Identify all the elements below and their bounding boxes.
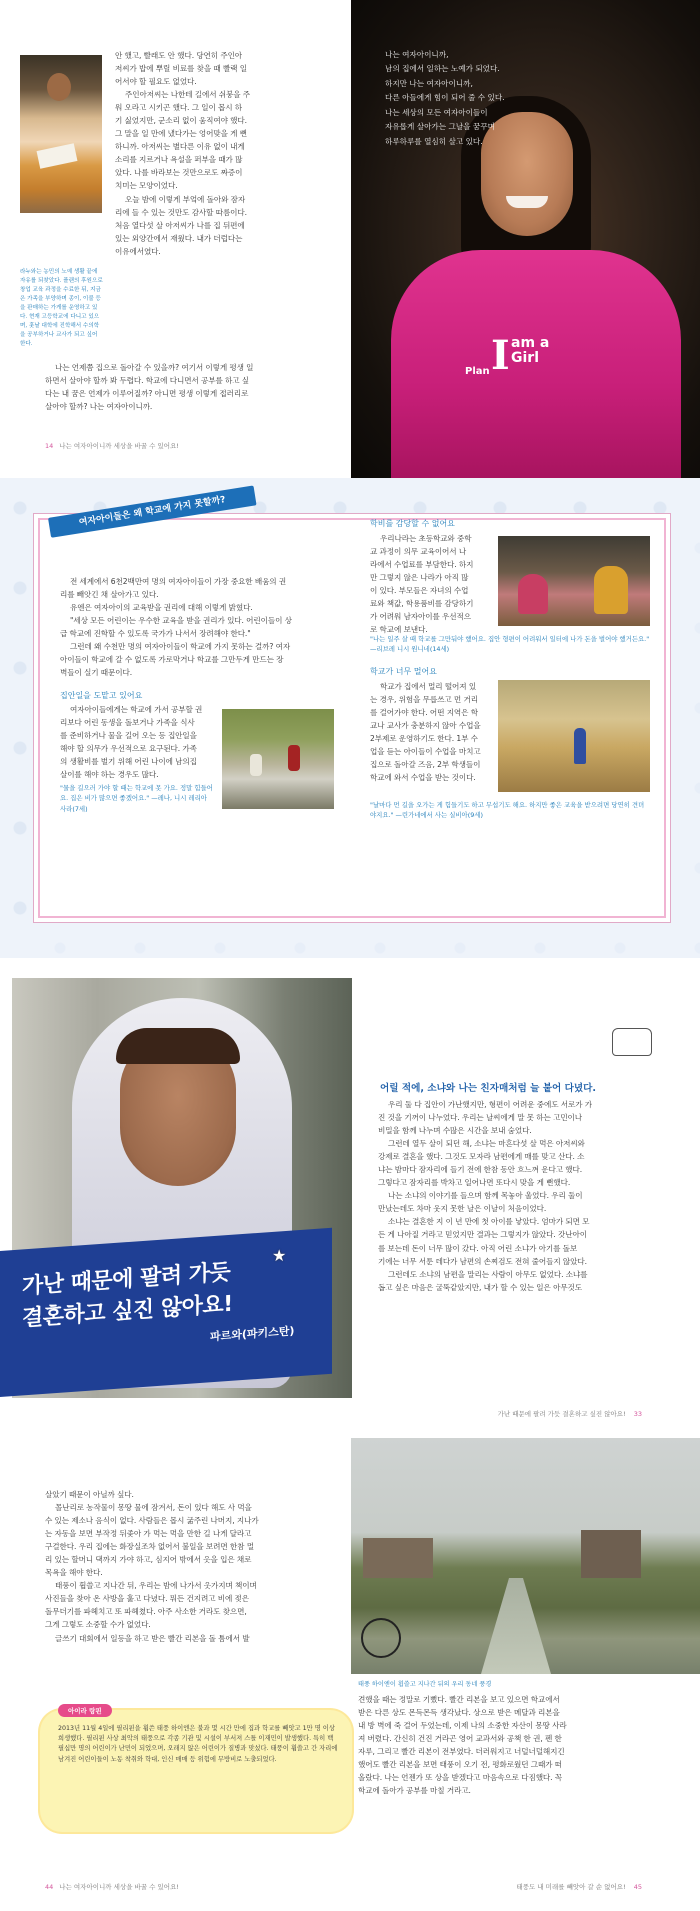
text-line: 수 있는 제소나 음식이 없다. 사람들은 몹시 굶주린 나머지, 지나가	[45, 1516, 259, 1526]
chapter-title-line: 결혼하고 싶진 않아요!	[22, 1291, 233, 1332]
text-line: 소냐는 결혼한 지 이 년 만에 첫 아이를 낳았다. 엄마가 되면 모	[388, 1217, 590, 1227]
text-line: 안 했고, 빨래도 안 했다. 당연히 주인아	[115, 51, 243, 60]
photo-girls-studying	[498, 536, 650, 626]
body-text-right	[358, 1693, 654, 1797]
text-line: 해야 할 의무가 우선적으로 요구된다. 가족	[60, 744, 197, 754]
text-line: 교 과정이 의무 교육이어서 나	[370, 547, 467, 557]
photo-detail-girl	[518, 574, 548, 614]
text-line: 만 그렇지 않은 나라가 아직 많	[370, 573, 469, 583]
distance-quote: "날마다 먼 길을 오가는 게 힘들기도 하고 무섭기도 해요. 하지만 좋은 교육을 받으려면 당연히 견뎌야지요." —린가네에서 사는 실비아(9세)	[370, 801, 645, 820]
chores-quote: "물을 길으러 가야 할 때는 학교에 못 가요. 정말 힘들어요. 집은 비가 많으면 좋겠어요." —레나, 니시 레리아 사라(7세)	[60, 784, 213, 813]
text-line: 올랐다. 나는 언젠가 또 상을 받겠다고 마음속으로 다짐했다. 꼭	[358, 1773, 563, 1783]
because-i-am-a-girl-logo	[461, 330, 581, 390]
tuition-text	[370, 532, 495, 636]
text-line: 학교에 와서 수업을 받는 것이다.	[370, 773, 476, 783]
text-line: 를 걸어가야 한다. 어떤 지역은 학	[370, 708, 478, 718]
quote-line: 나는 여자아이니까,	[385, 50, 449, 59]
text-line: 그런데도 소냐의 남편을 말리는 사람이 아무도 없었다. 소냐를	[388, 1269, 588, 1279]
photo-walking-to-school	[498, 680, 650, 792]
text-line: 았다. 나를 바라보는 것만으로도 짜증이	[115, 168, 243, 178]
page-footer	[498, 1409, 642, 1418]
text-line: 여자아이들에게는 학교에 가서 공부할 권	[70, 705, 203, 714]
text-line: 의 생활비를 벌기 위해 어린 나이에 남의집	[60, 757, 197, 767]
photo-detail-flooded-path	[481, 1578, 551, 1674]
text-line: 유엔은 여자아이의 교육받을 권리에 대해 이렇게 밝혔다.	[70, 603, 253, 613]
text-line: 벽들이 실기 때문이다.	[60, 668, 133, 678]
text-line: 사진들을 찾아 온 사방을 훑고 다녔다. 뭐든 건지려고 비에 젖은	[45, 1594, 250, 1604]
text-line: 져 버렸다. 간신히 건진 거라곤 영어 교과서와 공책 한 권, 펜 한	[358, 1734, 562, 1744]
text-line: 업을 듣는 아이들이 수업을 마치고	[370, 747, 481, 757]
text-line: 나는 언제쯤 집으로 돌아갈 수 있을까? 여기서 이렇게 평생 일	[55, 363, 254, 372]
text-line: 는 자동을 보면 부작정 뒤좇아 가 먹는 먹을 만한 길 나게 달라고	[45, 1529, 252, 1539]
running-title: 가난 때문에 팔려 가듯 결혼하고 싶진 않아요!	[497, 1410, 626, 1418]
text-line: 주인아저씨는 나한테 길에서 쉬붕을 주	[125, 90, 251, 100]
plan-logo-text: Plan	[465, 366, 490, 377]
text-line: 집으로 돌아갈 즈음, 2부 학생들이	[370, 760, 481, 770]
text-line: 그게 그렇도 소중할 수가 없었다.	[45, 1620, 151, 1630]
text-line: 아이들이 학교에 갈 수 없도록 가로막거나 학교를 그만두게 만드는 장	[60, 655, 284, 665]
text-line: 다는 내 꿈은 언제가 이루어질까? 아니면 평생 이렇게 접러리로	[45, 389, 249, 399]
info-note-box	[40, 1707, 352, 1832]
text-line: 오늘 밤에 이렇게 부엌에 돌아와 잠자	[125, 194, 246, 204]
text-line: 있는 외양간에서 재웠다. 내가 더럽다는	[115, 233, 243, 243]
photo-detail-girl	[594, 566, 628, 614]
text-line: 학교에 돌아가 공부를 마칠 거라고.	[358, 1786, 471, 1796]
note-text: 2013년 11월 4일에 필리핀을 휩쓴 태풍 하이엔은 불과 몇 시간 만에 집과 학교를 빼앗고 1만 명 이상 희생했다. 필리핀 사상 최악의 태풍으로 각종 기관 및 시설이 부서져 스틀 이재민이 발생했다. 특히 백필십만 명의 어린이가 난민이 되었으며, 오래지 않은 어린이가 질병과 맞섰다. 태풍이 휩쓸고 간 자리에 남겨진 어린이들이 노동 착취와 학대, 인신 매매 등 위험에 무방비로 노출되었다.	[58, 1725, 338, 1763]
text-line: 든 게 나아질 거라고 믿었지만 결과는 그렇지가 않았다. 갓난아이	[378, 1230, 587, 1240]
text-line: 처음 열다섯 살 아저씨가 나를 집 뒤편에	[115, 220, 245, 230]
text-line: 만났는데도 차마 웃지 못한 날은 이날이 처음이었다.	[378, 1204, 547, 1214]
tuition-quote: "나는 일주 살 때 학교를 그만둬야 했어요. 집안 형편이 어려워서 일터에 나가 돈을 벌어야 했거든요." —리브레 니시 원니네(14세)	[370, 635, 650, 654]
text-line: 글쓰기 대회에서 일등을 하고 받은 빨간 리본을 돌 틈에서 발	[55, 1633, 250, 1643]
spread-pages-44-45	[0, 1438, 700, 1911]
text-line: 진 것을 기꺼이 나누었다. 우리는 날씨에게 말 못 하는 고민이나	[378, 1113, 583, 1123]
text-line: 그 말을 일 만에 냈다가는 엉어맞을 게 뻔	[115, 129, 247, 139]
text-line: 우리나라는 초등학교와 중학	[380, 534, 472, 543]
photo-caption: 태풍 하이엔이 휩쓸고 지나간 뒤의 우리 동네 풍경	[358, 1681, 492, 1688]
text-line: 비밀을 함께 나누며 수많은 시간을 보내 숨었다.	[378, 1126, 532, 1136]
photo-detail-house	[581, 1530, 641, 1578]
logo-am-a: am a	[511, 335, 550, 351]
text-line: 견했을 때는 정말로 기뻤다. 빨간 리본을 보고 있으면 학교에서	[358, 1695, 560, 1704]
text-line: 강제로 결혼을 했다. 그것도 모자라 남편에게 매를 맞고 산다. 소	[378, 1152, 585, 1162]
text-line: 가 어려워 남자아이를 우선적으	[370, 612, 472, 622]
page-footer	[516, 1882, 642, 1891]
photo-detail-face	[47, 73, 71, 101]
text-line: 를 준비하거나 물을 길어 오는 등 집안일을	[60, 731, 197, 741]
text-line: 이유에서였다.	[115, 246, 161, 256]
running-title: 태풍도 내 미래를 빼앗아 갈 순 없어요!	[516, 1883, 626, 1891]
text-line: 살이를 해야 하는 경우도 많다.	[60, 770, 159, 780]
quote-line: 나는 세상의 모든 여자아이들이	[385, 107, 488, 117]
intro-text	[60, 575, 335, 679]
note-tag: 아이라 랑핀	[58, 1704, 112, 1717]
distance-text	[370, 680, 495, 784]
running-title: 나는 여자아이니까 세상을 바꿀 수 있어요!	[59, 1883, 179, 1891]
page-footer	[45, 1882, 179, 1891]
photo-fetching-water	[222, 709, 334, 809]
text-line: 몰난리로 농작물이 몽땅 물에 잠겨서, 돈이 있다 해도 사 먹을	[55, 1503, 252, 1513]
page-footer	[45, 441, 179, 450]
quote-line: 하지만 나는 여자아이니까,	[385, 78, 473, 88]
quote-line: 남의 집에서 일하는 노예가 되었다.	[385, 64, 500, 74]
text-line: 료와 책값, 학용품비를 감당하기	[370, 599, 474, 609]
text-line: 소리를 지르거나 욕설을 퍼부을 때가 많	[115, 155, 243, 165]
text-line: 저씨가 밥에 뿌릴 비료를 찾을 때 빨랙 일	[115, 64, 247, 74]
text-line: 리에 들 수 있는 것만도 감사할 따름이다.	[115, 207, 247, 217]
text-line: 목욕을 해야 한다.	[45, 1568, 103, 1578]
text-line: 라에서 수업료를 부담한다. 하지	[370, 560, 474, 570]
photo-detail-book	[37, 143, 78, 169]
subheading-distance: 학교가 너무 멀어요	[370, 667, 437, 676]
subheading-chores: 집안일을 도맡고 있어요	[60, 691, 143, 700]
text-line: 내 방 벽에 죽 걸어 두었는데, 이제 나의 소중한 자산이 몽땅 사라	[358, 1721, 567, 1731]
text-line: 전 세계에서 6천2백만여 명의 여자아이들이 가장 중요한 배움의 권	[70, 577, 287, 586]
photo-detail-house	[363, 1538, 433, 1578]
text-line: 살아야 할까? 나는 여자아이니까.	[45, 402, 153, 412]
text-line: 기에는 너무 서툰 데다가 남편의 손찌검도 전혀 줄어들지 않았다.	[378, 1256, 587, 1266]
photo-detail-smile	[506, 196, 548, 208]
logo-girl: Girl	[511, 350, 539, 367]
text-line: 하면서 살아야 할까 봐 두렵다. 학교에 다니면서 공부를 하고 싶	[45, 376, 250, 386]
text-line: 리 있는 할머니 댁까지 가야 하고, 심지어 밖에서 옷을 입은 채로	[45, 1555, 252, 1565]
logo-big-i: I	[491, 332, 510, 379]
text-line: 살았기 때문이 아닐까 싶다.	[45, 1490, 134, 1499]
text-line: 하니까. 아저씨는 별다른 이유 없이 내게	[115, 142, 245, 152]
text-line: 자루, 그리고 빨간 리본이 전부였다. 더러워지고 너덜너덜해지긴	[358, 1747, 565, 1757]
body-text-bottom	[45, 361, 345, 413]
text-line: 리보다 어린 동생을 돌보거나 가족을 식사	[60, 718, 195, 728]
running-title: 나는 여자아이니까 세상을 바꿀 수 있어요!	[59, 442, 179, 450]
photo-detail-hair	[116, 1028, 240, 1064]
photo-detail-child	[288, 745, 300, 771]
star-icon: ★	[272, 1246, 287, 1265]
photo-detail-child	[574, 728, 586, 764]
story-headline: 어릴 적에, 소냐와 나는 친자매처럼 늘 붙어 다녔다.	[380, 1083, 597, 1094]
body-text-top	[115, 49, 349, 258]
text-line: 돌무더기를 파헤치고 또 파헤쳤다. 아주 사소한 거라도 찾으면,	[45, 1607, 247, 1617]
page-number: 45	[633, 1883, 642, 1891]
logo-am-a-girl	[511, 336, 549, 367]
text-line: 했어도 빨간 리본을 보면 태풍이 오기 전, 평화로웠던 그때가 떠	[358, 1760, 563, 1770]
text-line: 그런데 열두 살이 되던 해, 소냐는 마흔다섯 살 먹은 아저씨와	[388, 1139, 585, 1149]
photo-detail-child	[250, 754, 262, 776]
pull-quote	[385, 48, 585, 149]
page-number: 33	[633, 1410, 642, 1418]
quote-line: 하루하루를 열심히 살고 있다.	[385, 136, 483, 146]
text-line: 학교가 집에서 멀리 떨어져 있	[380, 682, 477, 691]
body-text-left	[45, 1488, 343, 1645]
photo-girl-reading	[20, 55, 102, 213]
suitcase-doodle-icon	[612, 1028, 652, 1056]
text-line: 어서야 할 필요도 없었다.	[115, 77, 197, 87]
text-line: 태풍이 휩쓸고 지나간 뒤, 우리는 밤에 나가서 옷가지며 책이며	[55, 1581, 257, 1591]
chapter-title-line: 가난 때문에 팔려 가듯	[22, 1259, 231, 1300]
spread-pages-14-15	[0, 0, 700, 478]
photo-detail-bicycle	[361, 1618, 401, 1658]
text-line: "세상 모든 어린이는 우수한 교육을 받을 권리가 있다. 어린이들이 상	[70, 616, 292, 626]
text-line: 를 보는데 돈이 너무 많이 갔다. 아직 어린 소냐가 아기를 돌보	[378, 1243, 578, 1253]
text-line: 로 학교에 보낸다.	[370, 625, 428, 635]
spread-why-girls-cannot-go-to-school	[0, 478, 700, 958]
text-line: 이 있다. 부모들은 자녀의 수업	[370, 586, 469, 596]
text-line: 나는 소냐의 이야기를 들으며 함께 목놓아 울었다. 우리 둘이	[388, 1191, 583, 1201]
speaker-name: 파르와(파키스탄)	[210, 1324, 295, 1344]
text-line: 받은 다른 상도 몬득몬득 생각났다. 상으로 받은 메달과 리본을	[358, 1708, 560, 1718]
text-line: 돕고 싶은 마음은 굴뚝같았지만, 내가 할 수 있는 일은 아무것도	[378, 1282, 583, 1292]
spread-pages-32-33	[0, 958, 700, 1438]
text-line: 기 싫었지만, 군소리 없이 움직여야 했다.	[115, 116, 247, 126]
text-line: 구걸한다. 우리 집에는 화장실조차 없어서 불일을 보려면 한참 멀	[45, 1542, 254, 1552]
text-line: 급 학교에 진학할 수 있도록 국가가 나서서 장려해야 한다."	[60, 629, 251, 639]
text-line: 리를 빼앗긴 채 살아가고 있다.	[60, 590, 159, 600]
text-line: 치미는 모양이었다.	[115, 181, 178, 191]
info-panel	[38, 495, 666, 918]
photo-caption: 라누와는 농민의 노예 생활 끝에 자유를 되찾았다. 플랜의 후원으로 창업 교육 과정을 수료한 뒤, 지금은 가족을 부양하며 종이, 이불 등을 판매하는 가게를 운영하고 있다. 현재 고등학교에 다니고 있으며, 훗날 대학에 진학해서 수의학을 공부하거나 교사가 되고 싶어 한다.	[20, 269, 103, 347]
body-text	[378, 1098, 670, 1294]
subheading-tuition: 학비를 감당할 수 없어요	[370, 519, 455, 528]
section-ribbon	[48, 485, 257, 537]
page-number: 14	[45, 442, 54, 450]
text-line: 그렇다고 잠자리를 박차고 일어나면 또다시 맞을 게 뻔했다.	[378, 1178, 571, 1188]
text-line: 그런데 왜 수천만 명의 여자아이들이 학교에 가지 못하는 걸까? 여자	[70, 642, 291, 652]
text-line: 교나 교사가 충분하지 않아 수업을	[370, 721, 481, 731]
quote-line: 다른 아들에게 힘이 되어 줄 수 있다.	[385, 93, 505, 103]
text-line: 는 경우, 위험을 무릅쓰고 먼 거리	[370, 695, 478, 705]
text-line: 2부제로 운영하기도 한다. 1부 수	[370, 734, 478, 744]
quote-line: 자유롭게 살아가는 그날을 꿈꾸며	[385, 122, 495, 132]
photo-flooded-village	[351, 1438, 700, 1674]
text-line: 워 오라고 시키곤 했다. 그 일이 몹시 하	[115, 103, 243, 113]
text-line: 냐는 밤마다 잠자리에 들기 전에 한참 동안 흐느껴 운다고 했다.	[378, 1165, 583, 1175]
text-line: 우리 둘 다 집안이 가난했지만, 형편이 어려운 중에도 서로가 가	[388, 1100, 593, 1109]
ribbon-title: 여자아이들은 왜 학교에 가지 못할까?	[78, 495, 227, 529]
chores-text	[60, 703, 215, 781]
page-number: 44	[45, 1883, 54, 1891]
